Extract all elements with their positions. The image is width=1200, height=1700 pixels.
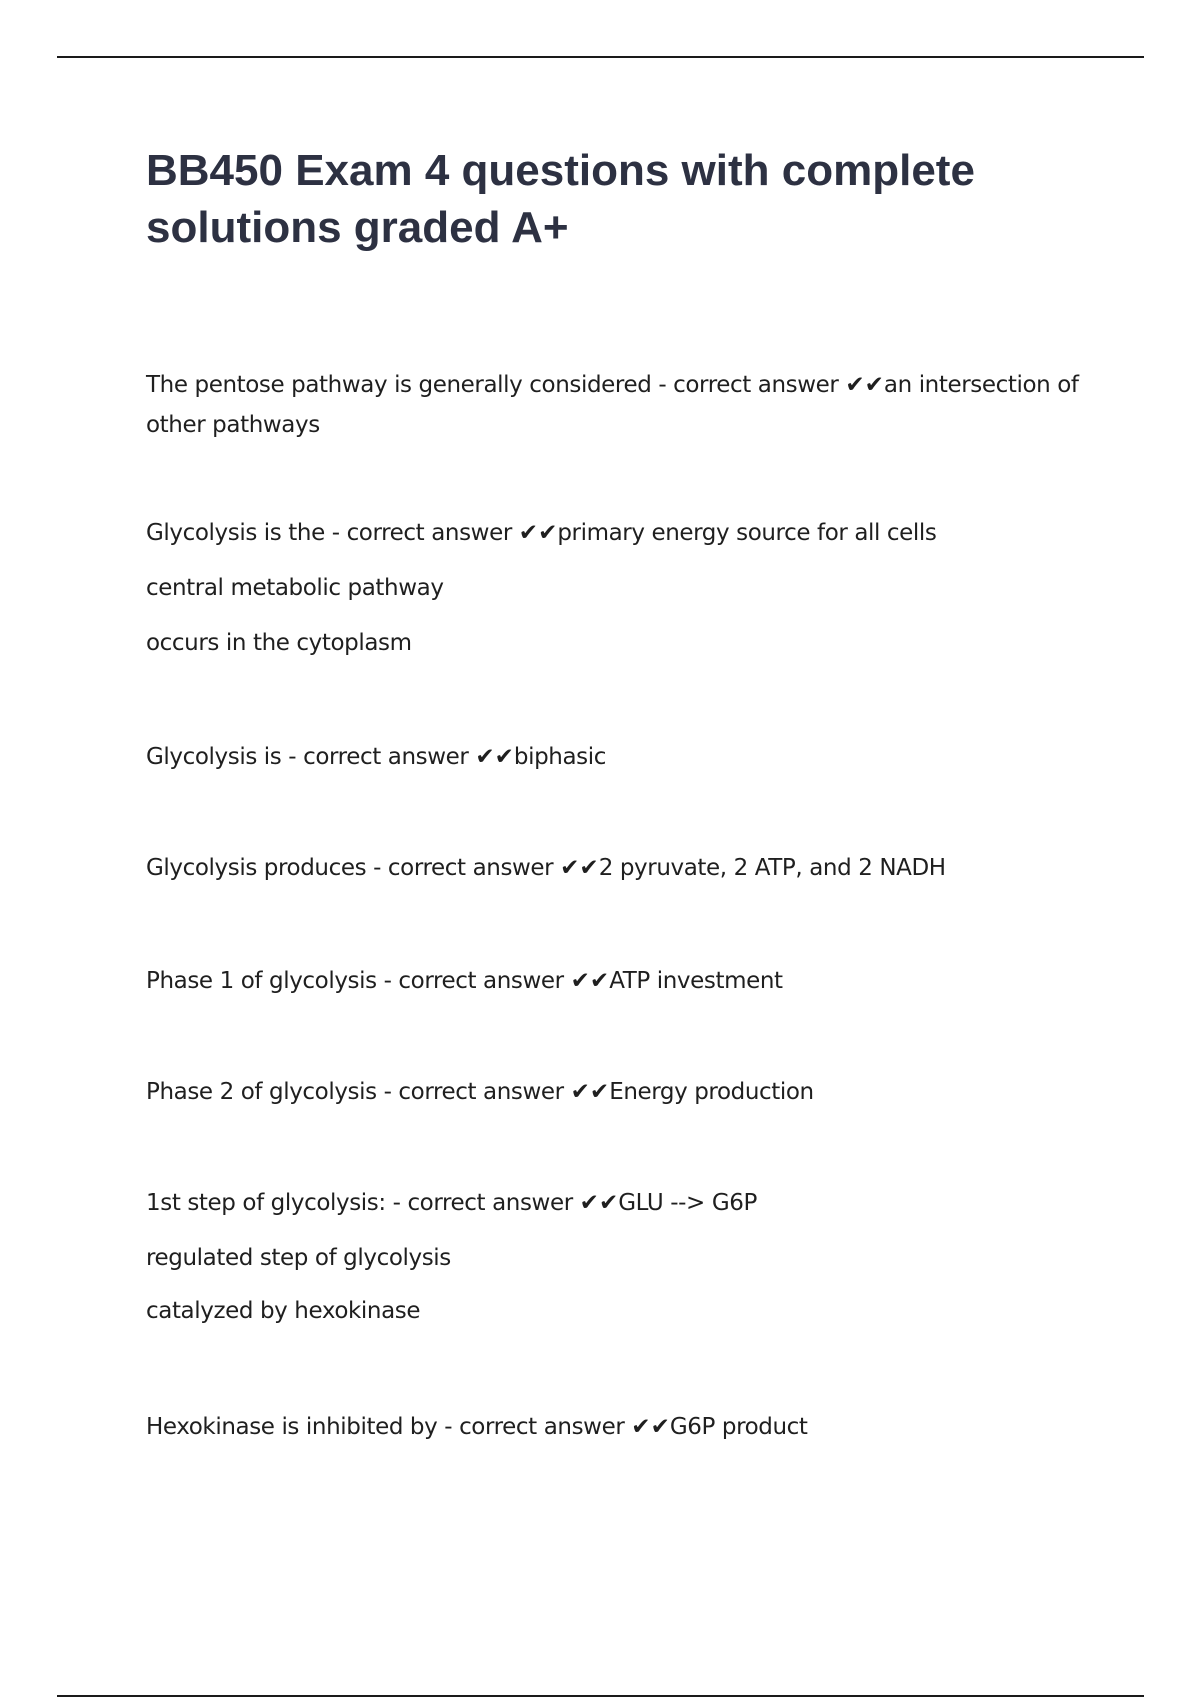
- answer-text: 2 pyruvate, 2 ATP, and 2 NADH: [598, 855, 946, 881]
- answer-extra-line: occurs in the cytoplasm: [146, 630, 412, 656]
- qa-line: [146, 855, 1086, 881]
- qa-item: [146, 855, 1086, 881]
- separator-text: - correct answer: [281, 744, 476, 770]
- separator-text: - correct answer: [385, 1190, 580, 1216]
- answer-text: an intersection of other pathways: [146, 372, 1079, 438]
- qa-line: [146, 1414, 1086, 1440]
- qa-item: [146, 1190, 1086, 1324]
- answer-text: biphasic: [513, 744, 606, 770]
- qa-item: [146, 744, 1086, 770]
- answer-extra-line: regulated step of glycolysis: [146, 1245, 451, 1271]
- qa-line: [146, 520, 1086, 546]
- question-text: Glycolysis is: [146, 744, 282, 770]
- checkmark-icon: ✔✔: [518, 520, 558, 546]
- checkmark-icon: ✔✔: [475, 744, 514, 770]
- separator-text: - correct answer: [437, 1414, 632, 1440]
- question-text: Phase 1 of glycolysis: [146, 968, 377, 994]
- checkmark-icon: ✔✔: [845, 372, 884, 398]
- answer-text: ATP investment: [609, 968, 783, 994]
- checkmark-icon: ✔✔: [570, 968, 610, 994]
- qa-line: [146, 744, 1086, 770]
- answer-text: G6P product: [669, 1414, 808, 1440]
- separator-text: - correct answer: [651, 372, 846, 398]
- qa-line: [146, 968, 1086, 994]
- qa-item: [146, 1414, 1086, 1440]
- qa-item: [146, 968, 1086, 994]
- answer-extra-line: central metabolic pathway: [146, 575, 444, 601]
- answer-text: GLU --> G6P: [618, 1190, 757, 1216]
- qa-item: [146, 1079, 1086, 1105]
- question-text: Glycolysis is the: [146, 520, 325, 546]
- qa-item: [146, 520, 1086, 656]
- document-title: BB450 Exam 4 questions with complete solutions graded A+: [146, 146, 975, 252]
- checkmark-icon: ✔✔: [570, 1079, 610, 1105]
- checkmark-icon: ✔✔: [631, 1414, 670, 1440]
- question-text: The pentose pathway is generally considered: [146, 372, 652, 398]
- separator-text: - correct answer: [376, 968, 571, 994]
- qa-line: [146, 365, 1086, 445]
- top-rule: [57, 56, 1144, 58]
- qa-line: [146, 1190, 1086, 1216]
- question-text: Glycolysis produces: [146, 855, 367, 881]
- qa-item: [146, 365, 1086, 445]
- separator-text: - correct answer: [366, 855, 561, 881]
- separator-text: - correct answer: [324, 520, 519, 546]
- question-text: Phase 2 of glycolysis: [146, 1079, 377, 1105]
- qa-line: [146, 1079, 1086, 1105]
- checkmark-icon: ✔✔: [560, 855, 599, 881]
- answer-text: Energy production: [609, 1079, 814, 1105]
- answer-extra-line: catalyzed by hexokinase: [146, 1298, 421, 1324]
- question-text: Hexokinase is inhibited by: [146, 1414, 438, 1440]
- checkmark-icon: ✔✔: [579, 1190, 619, 1216]
- question-text: 1st step of glycolysis:: [146, 1190, 386, 1216]
- bottom-rule: [57, 1695, 1144, 1697]
- separator-text: - correct answer: [376, 1079, 571, 1105]
- answer-text: primary energy source for all cells: [557, 520, 937, 546]
